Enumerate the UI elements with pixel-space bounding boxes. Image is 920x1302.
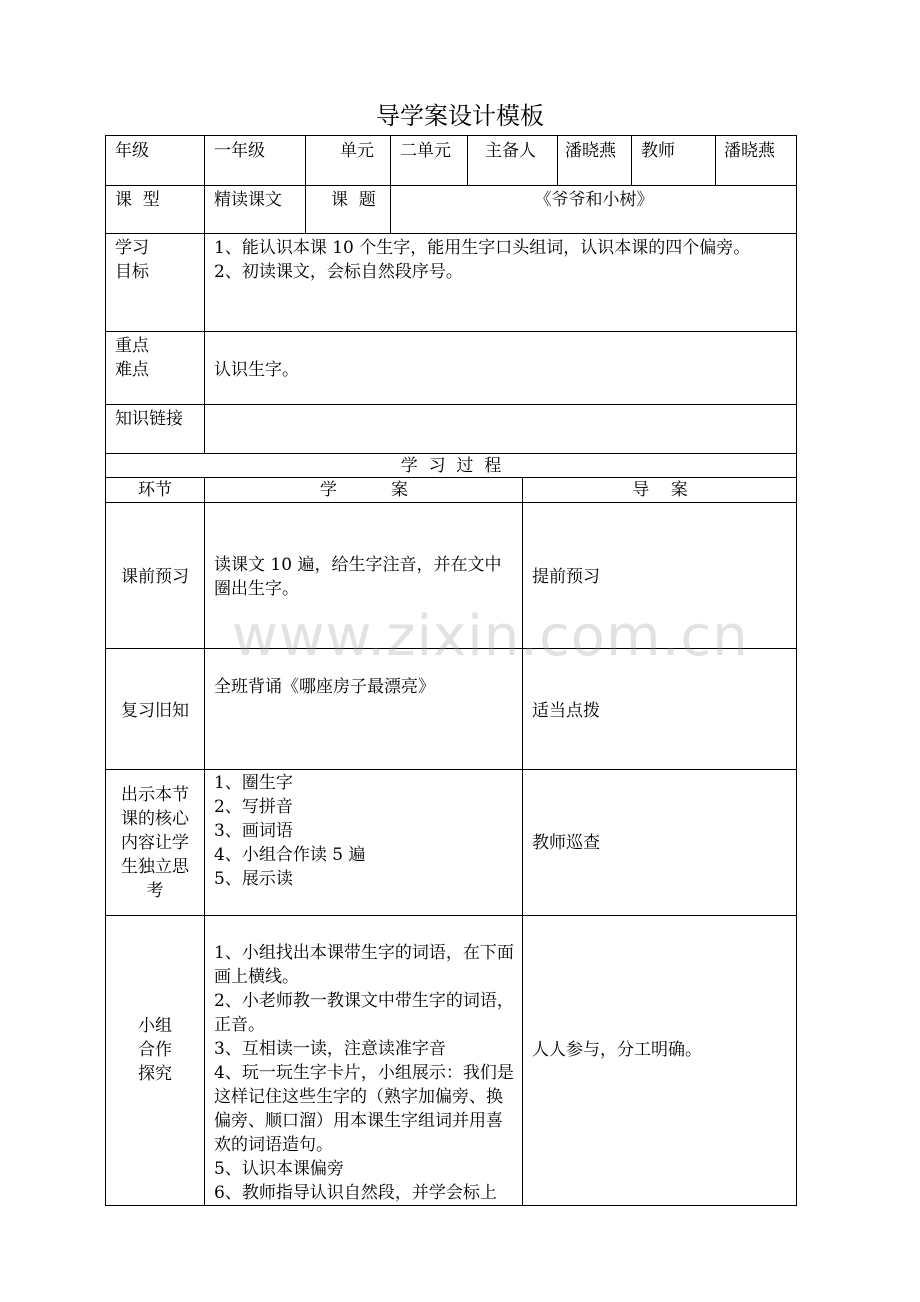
lesson-type-value: 精读课文 xyxy=(214,190,282,210)
knowledge-link-label: 知识链接 xyxy=(115,409,183,429)
stage-cell: 出示本节 课的核心 内容让学 生独立思 考 xyxy=(121,785,189,901)
lesson-topic-label: 课 题 xyxy=(331,190,376,210)
stage-cell: 小组 合作 探究 xyxy=(138,1016,172,1084)
preparer-value: 潘晓燕 xyxy=(565,141,616,161)
document-title: 导学案设计模板 xyxy=(376,102,544,130)
unit-value: 二单元 xyxy=(400,141,451,161)
stage-cell: 复习旧知 xyxy=(121,701,189,721)
teacher-label: 教师 xyxy=(641,141,675,161)
study-cell: 1、小组找出本课带生字的词语，在下面画上横线。 2、小老师教一教课文中带生字的词语，正音。 3、互相读一读，注意读准字音 4、玩一玩生字卡片，小组展示：我们是这样记住这些生字的（熟字加偏旁、换偏旁、顺口溜）用本课生字组词并用喜欢的词语造句。 5、认识本课偏旁 6、教师指导认识自然段，并学会标上 xyxy=(214,943,514,1203)
objective-item: 2、初读课文，会标自然段序号。 xyxy=(214,262,463,282)
lesson-topic-value: 《爷爷和小树》 xyxy=(534,190,654,210)
study-cell: 全班背诵《哪座房子最漂亮》 xyxy=(214,677,435,697)
grade-value: 一年级 xyxy=(214,141,265,161)
process-heading: 学 习 过 程 xyxy=(400,456,502,476)
guide-cell: 教师巡查 xyxy=(532,833,600,853)
teacher-value: 潘晓燕 xyxy=(724,141,775,161)
objective-item: 1、能认识本课 10 个生字，能用生字口头组词，认识本课的四个偏旁。 xyxy=(214,238,751,258)
guide-cell: 提前预习 xyxy=(532,567,600,587)
guide-cell: 适当点拨 xyxy=(532,701,600,721)
watermark: www.zixin.com.cn xyxy=(232,604,749,669)
key-points-value: 认识生字。 xyxy=(214,360,299,380)
objectives-label: 学习 目标 xyxy=(115,238,149,282)
preparer-label: 主备人 xyxy=(485,141,536,161)
column-header-stage: 环节 xyxy=(138,480,172,500)
key-points-label: 重点 难点 xyxy=(115,336,149,380)
lesson-type-label: 课 型 xyxy=(115,190,160,210)
column-header-guide: 导 案 xyxy=(632,480,688,500)
study-cell: 读课文 10 遍，给生字注音，并在文中圈出生字。 xyxy=(214,555,502,599)
guide-cell: 人人参与，分工明确。 xyxy=(532,1040,702,1060)
study-cell: 1、圈生字 2、写拼音 3、画词语 4、小组合作读 5 遍 5、展示读 xyxy=(214,773,366,889)
grade-label: 年级 xyxy=(115,141,149,161)
stage-cell: 课前预习 xyxy=(121,567,189,587)
column-header-study: 学 案 xyxy=(319,480,409,500)
unit-label: 单元 xyxy=(340,141,374,161)
